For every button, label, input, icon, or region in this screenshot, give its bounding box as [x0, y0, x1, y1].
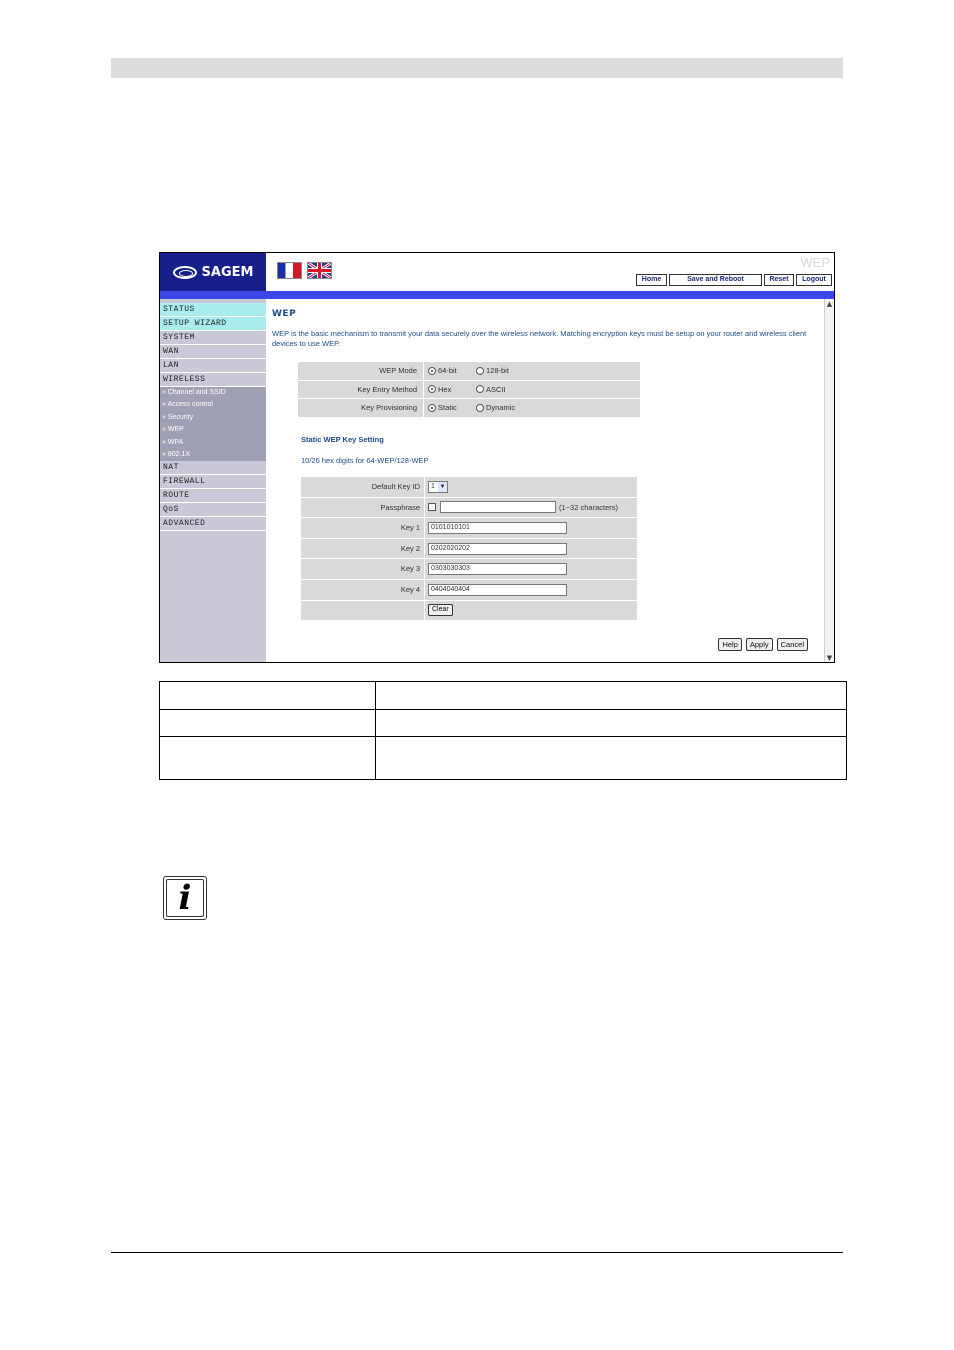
key-entry-ascii-radio[interactable] [476, 385, 484, 393]
router-screenshot [159, 252, 835, 663]
content-title: WEP [272, 309, 297, 319]
top-nav [634, 274, 832, 286]
sidebar-item-wireless[interactable]: WIRELESS [160, 373, 266, 387]
sidebar-item-setup-wizard[interactable]: SETUP WIZARD [160, 317, 266, 331]
logout-button[interactable]: Logout [796, 274, 832, 286]
key1-label: Key 1 [301, 518, 425, 538]
key-prov-dynamic-radio[interactable] [476, 404, 484, 412]
static-key-table [301, 477, 637, 621]
wep-mode-label: WEP Mode [298, 362, 424, 380]
subitem-access-control[interactable]: » Access control [162, 401, 213, 409]
key-entry-hex-radio[interactable] [428, 385, 436, 393]
wep-mode-128-radio[interactable] [476, 367, 484, 375]
key3-input[interactable]: 0303030303 [428, 563, 567, 575]
hex-digits-hint: 10/26 hex digits for 64-WEP/128-WEP [301, 456, 429, 465]
subitem-wep[interactable]: » WEP [162, 426, 184, 434]
sidebar-item-status[interactable]: STATUS [160, 303, 266, 317]
wep-mode-128-label: 128-bit [486, 366, 509, 376]
scrollbar[interactable] [824, 299, 834, 663]
default-key-select[interactable] [428, 481, 448, 493]
sidebar-item-advanced[interactable]: ADVANCED [160, 517, 266, 531]
flag-fr-icon[interactable] [277, 262, 302, 279]
key2-label: Key 2 [301, 539, 425, 559]
clear-button[interactable]: Clear [428, 604, 453, 616]
sidebar-item-firewall[interactable]: FIREWALL [160, 475, 266, 489]
key-prov-static-radio[interactable] [428, 404, 436, 412]
page-title-watermark: WEP [800, 255, 830, 270]
subitem-8021x[interactable]: » 802.1X [162, 450, 191, 458]
passphrase-input[interactable] [440, 501, 556, 513]
passphrase-hint: (1~32 characters) [559, 502, 618, 512]
key-entry-label: Key Entry Method [298, 381, 424, 399]
static-key-title: Static WEP Key Setting [301, 435, 384, 444]
key2-input[interactable]: 0202020202 [428, 543, 567, 555]
description-table [159, 681, 847, 780]
top-bar [160, 253, 834, 291]
scroll-up-icon[interactable]: ▲ [826, 300, 833, 308]
sidebar [160, 299, 266, 663]
subitem-wpa[interactable]: » WPA [162, 438, 184, 446]
sidebar-item-nat[interactable]: NAT [160, 461, 266, 475]
key-provisioning-label: Key Provisioning [298, 399, 424, 417]
sidebar-item-route[interactable]: ROUTE [160, 489, 266, 503]
subitem-channel-ssid[interactable]: » Channel and SSID [162, 389, 226, 396]
content-description: WEP is the basic mechanism to transmit your data securely over the wireless network. Matching encryption keys must be setup on your router and wireless client devices to use WEP. [272, 329, 807, 348]
wep-options-table [298, 362, 640, 418]
key-entry-row [298, 381, 640, 400]
subitem-security[interactable]: » Security [162, 413, 194, 421]
key-provisioning-row [298, 399, 640, 418]
key-prov-static-label: Static [438, 403, 457, 413]
key-entry-ascii-label: ASCII [486, 384, 506, 394]
save-and-reboot-button[interactable]: Save and Reboot [669, 274, 762, 286]
cancel-button[interactable]: Cancel [777, 638, 808, 651]
sagem-logo [160, 253, 266, 291]
info-icon: i [163, 876, 207, 920]
logo-text: SAGEM [201, 264, 254, 280]
sidebar-item-lan[interactable]: LAN [160, 359, 266, 373]
passphrase-label: Passphrase [301, 498, 425, 518]
key1-input[interactable]: 0101010101 [428, 522, 567, 534]
key4-label: Key 4 [301, 580, 425, 600]
apply-button[interactable]: Apply [746, 638, 773, 651]
reset-button[interactable]: Reset [764, 274, 794, 286]
sidebar-item-qos[interactable]: QoS [160, 503, 266, 517]
scroll-down-icon[interactable]: ▼ [826, 654, 833, 662]
page-footer-line [111, 1252, 843, 1253]
wep-mode-64-label: 64-bit [438, 366, 457, 376]
key-prov-dynamic-label: Dynamic [486, 403, 516, 413]
sidebar-item-system[interactable]: SYSTEM [160, 331, 266, 345]
page-header-bar [111, 58, 843, 78]
wireless-submenu [160, 387, 266, 461]
default-key-label: Default Key ID [301, 477, 425, 497]
wep-mode-row [298, 362, 640, 381]
sagem-emblem-icon [173, 266, 197, 279]
key-entry-hex-label: Hex [438, 384, 452, 394]
bottom-actions [714, 638, 808, 651]
blue-band [160, 291, 834, 299]
default-key-value: 1 [431, 483, 435, 491]
content-area [266, 299, 824, 663]
wep-mode-64-radio[interactable] [428, 367, 436, 375]
chevron-down-icon: ▼ [439, 483, 446, 490]
home-button[interactable]: Home [636, 274, 667, 286]
passphrase-checkbox[interactable] [428, 503, 436, 511]
key4-input[interactable]: 0404040404 [428, 584, 567, 596]
help-button[interactable]: Help [718, 638, 741, 651]
flag-uk-icon[interactable] [307, 262, 332, 279]
sidebar-item-wan[interactable]: WAN [160, 345, 266, 359]
key3-label: Key 3 [301, 559, 425, 579]
